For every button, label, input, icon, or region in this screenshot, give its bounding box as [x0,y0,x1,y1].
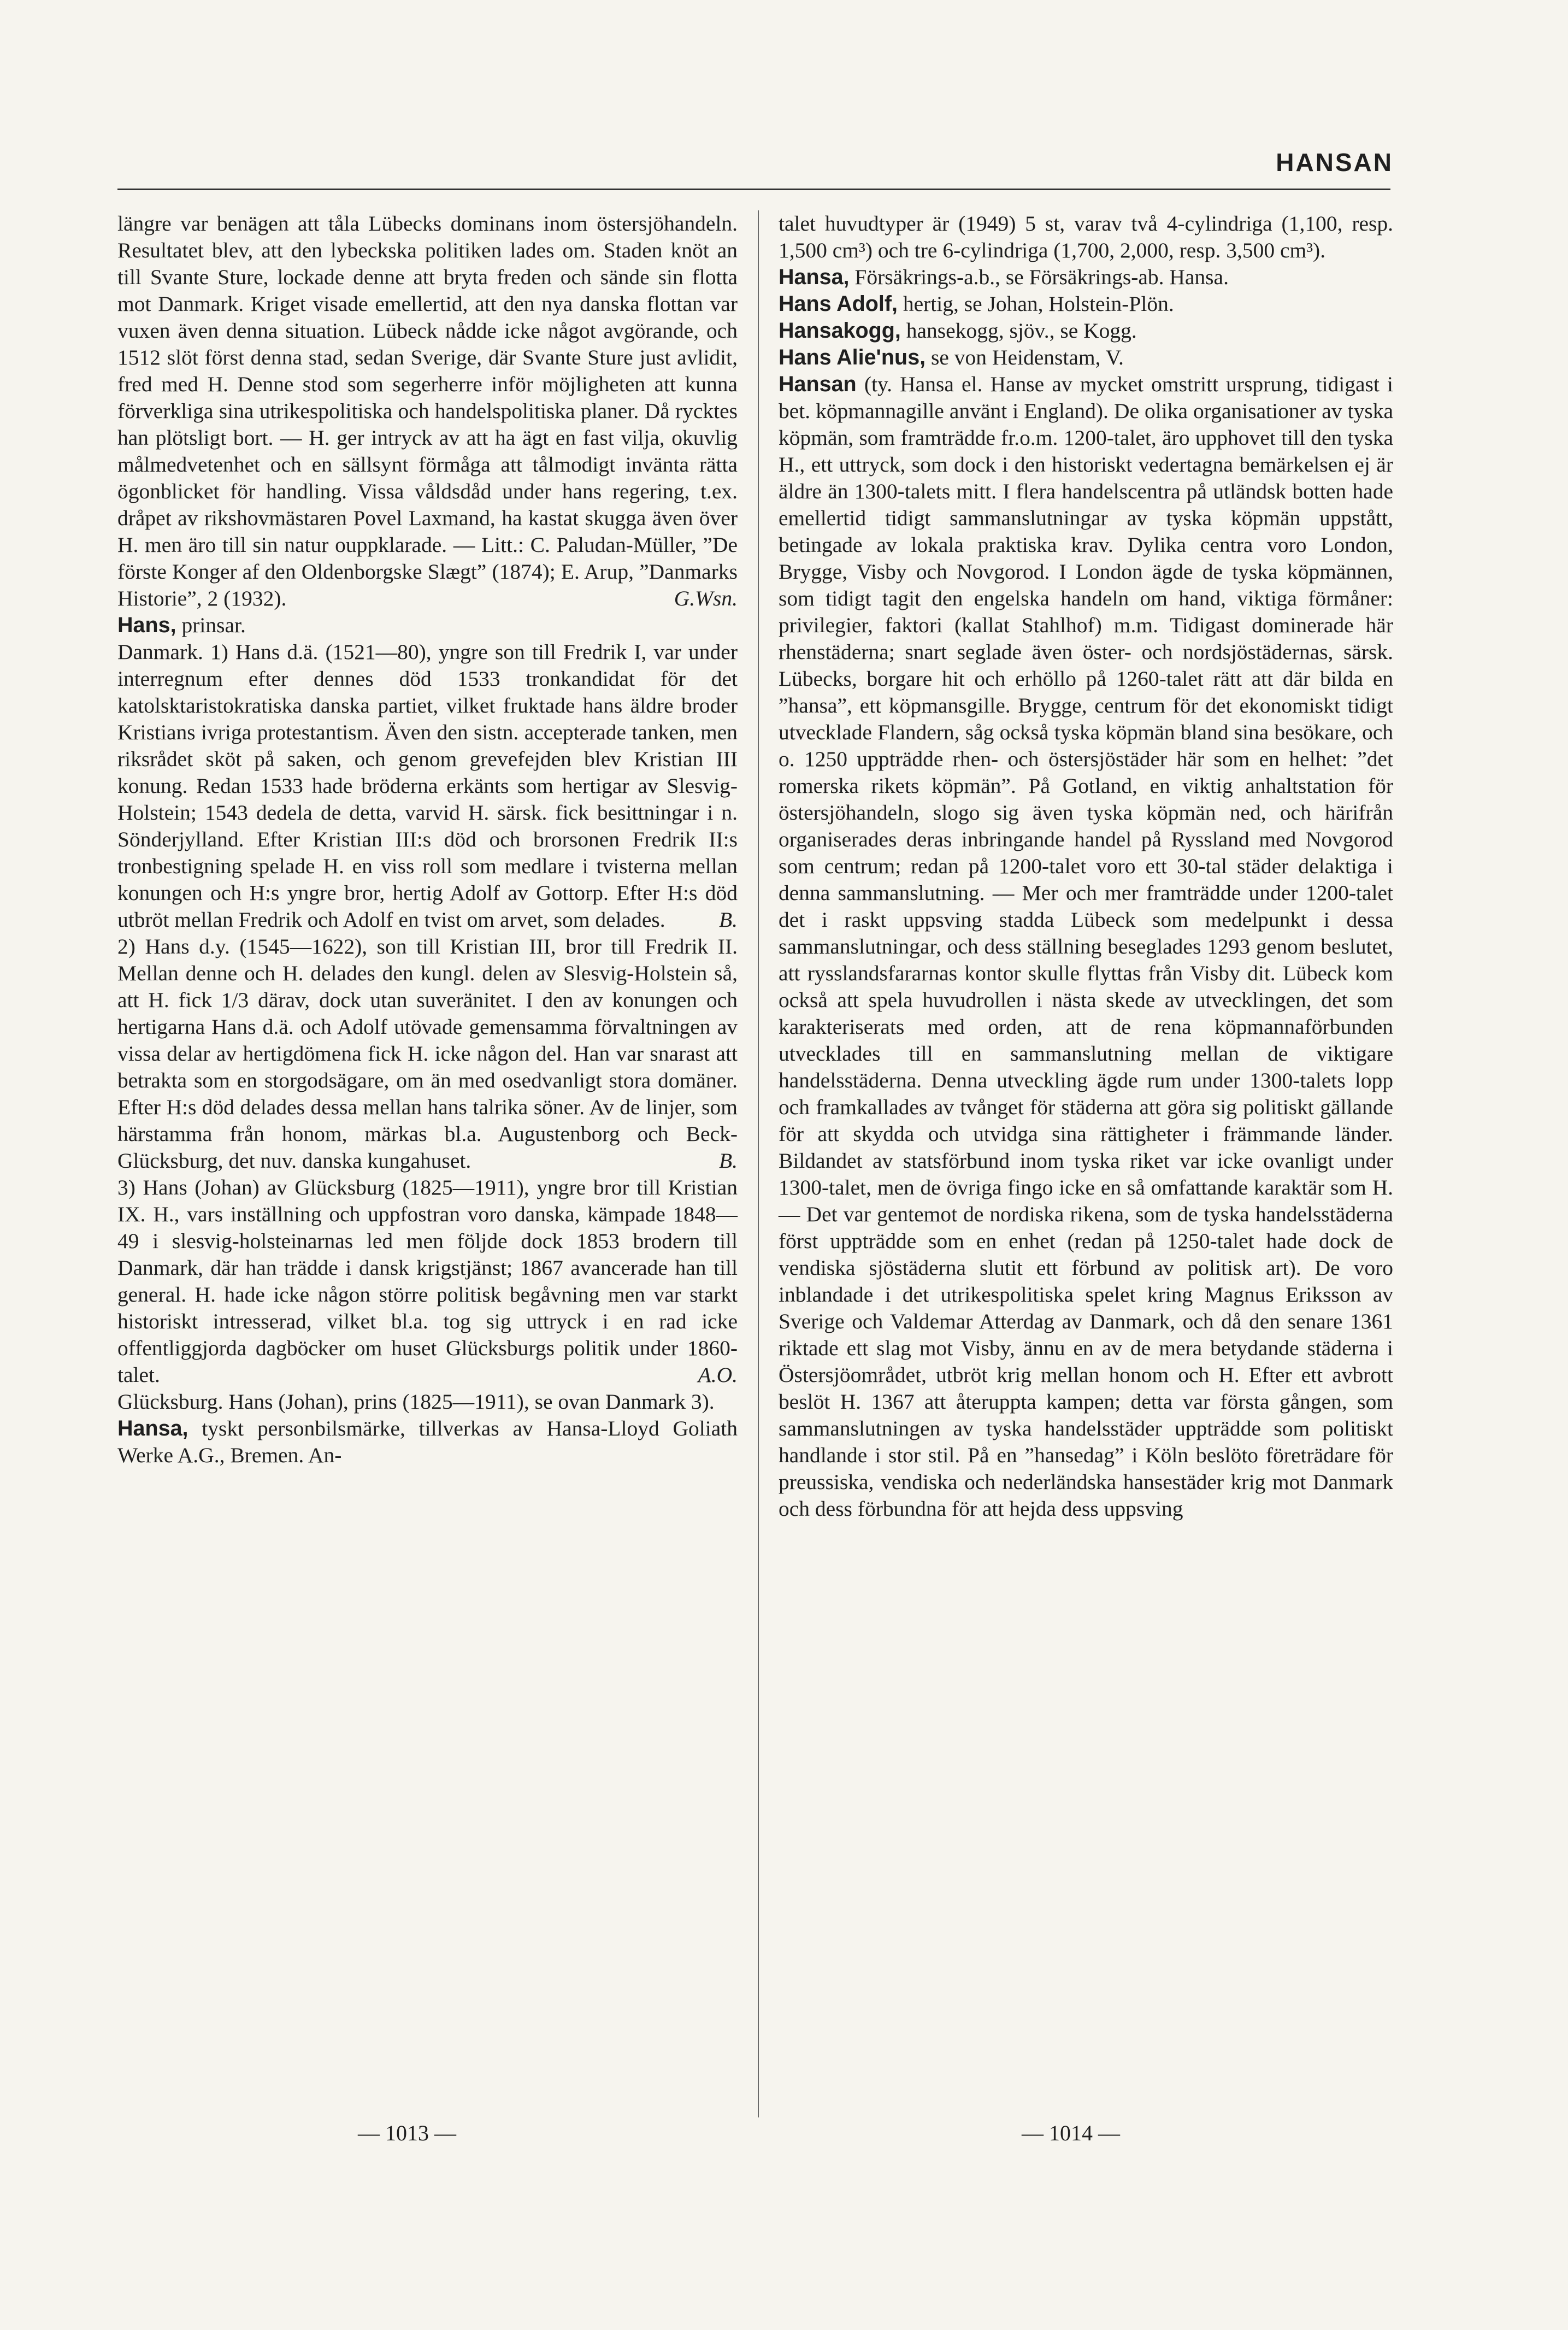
paragraph [117,1415,738,1469]
paragraph [779,371,1393,1522]
paragraph [117,639,738,933]
paragraph-text: längre var benägen att tåla Lübecks dominans inom östersjöhandeln. Resultatet blev, att den lybeckska politiken lades om. Staden knöt an till Svante Sture, lockade denne att bryta freden och sände sin flotta mot Danmark. Kriget visade emellertid, att den nya danska flottan var vuxen även denna situation. Lübeck nådde icke något avgörande, och 1512 slöt först denna stad, sedan Sverige, där Svante Sture just avlidit, fred med H. Denne stod som segerherre inför möjligheten att kunna förverkliga sina utrikespolitiska och handelspolitiska planer. Då rycktes han plötsligt bort. — H. ger intryck av att ha ägt en fast vilja, okuvlig målmedvetenhet och en sällsynt förmåga att tålmodigt invänta rätta ögonblicket för handling. Vissa våldsdåd under hans regering, t.ex. dråpet av rikshovmästaren Povel Laxmand, ha kastat skugga även över H. men äro till sin natur ouppklarade. — Litt.: C. Paludan-Müller, ”De förste Konger af den Oldenborgske Slægt” (1874); E. Arup, ”Danmarks Historie”, 2 (1932). [117,211,738,610]
entry-headword: Hansa, [117,1416,188,1440]
entry-headword: Hansa, [779,265,850,289]
column-divider [758,210,759,2117]
author-signature: G.Wsn. [674,586,738,610]
paragraph-text: hansekogg, sjöv., se Kogg. [900,319,1137,343]
entry-headword: Hans, [117,613,176,637]
paragraph-text: Danmark. 1) Hans d.ä. (1521—80), yngre son till Fredrik I, var under interregnum efter dennes död 1533 tronkandidat för det katolsktaristokratiska danska partiet, vilket fruktade hans äldre broder Kristians ivriga protestantism. Även den sistn. accepterade tanken, men riksrådet sköt på saken, och genom grevefejden blev Kristian III konung. Redan 1533 hade bröderna erkänts som hertigar av Slesvig-Holstein; 1543 dedela de detta, varvid H. särsk. fick besittningar i n. Sönderjylland. Efter Kristian III:s död och brorsonen Fredrik II:s tronbestigning spelade H. en viss roll som medlare i tvisterna mellan konungen och H:s yngre bror, hertig Adolf av Gottorp. Efter H:s död utbröt mellan Fredrik och Adolf en tvist om arvet, som delades. [117,640,738,932]
author-signature: B. [718,908,738,932]
paragraph-text: hertig, se Johan, Holstein-Plön. [897,292,1174,316]
paragraph-text: (ty. Hansa el. Hanse av mycket omstritt ursprung, tidigast i bet. köpmannagille använt i England). De olika organisationer av tyska köpmän, som framträdde fr.o.m. 1200-talet, äro upphovet till den tyska H., ett uttryck, som dock i den historiskt vedertagna bemärkelsen ej är äldre än 1300-talets mitt. I flera handelscentra på utländsk botten hade emellertid tidigt sammanslutningar av tyska köpmän uppstått, betingade av lokala praktiska krav. Dylika centra voro London, Brygge, Visby och Novgorod. I London ägde de tyska köpmännen, som tidigt tagit den engelska handeln om hand, viktiga förmåner: privilegier, faktori (kallat Stahlhof) m.m. Tidigast dominerade här rhenstäderna; snart seglade även öster- och nordsjöstädernas, särsk. Lübecks, borgare hit och erhöllo på 1260-talet rätt att där bilda en ”hansa”, ett köpmansgille. Brygge, centrum för det ekonomiskt tidigt utvecklade Flandern, såg också tyska köpmän bland sina besökare, och o. 1250 uppträdde rhen- och östersjöstäder här som en helhet: ”det romerska rikets köpmän”. På Gotland, en viktig anhaltstation för östersjöhandeln, slogo sig även tyska köpmän ned, och härifrån organiserades deras inbringande handel på Ryssland med Novgorod som centrum; redan på 1200-talet voro ett 30-tal städer delaktiga i denna sammanslutning. — Mer och mer framträdde under 1200-talet det i raskt uppsving stadda Lübeck som medelpunkt i dessa sammanslutningar, och dess ställning beseglades 1293 genom beslutet, att rysslandsfararnas kontor skulle flyttas från Visby dit. Lübeck kom också att spela huvudrollen i nästa skede av utvecklingen, det som karakteriserats med orden, att de rena köpmannaförbunden utvecklades till en sammanslutning mellan de viktigare handelsstäderna. Denna utveckling ägde rum under 1300-talets lopp och framkallades av tvånget för städerna att göra sig politiskt gällande för att skydda och utvidga sina rättigheter i främmande länder. Bildandet av statsförbund inom tyska riket var icke ovanligt under 1300-talet, men de övriga fingo icke en så omfattande karaktär som H. — Det var gentemot de nordiska rikena, som de tyska handelsstäderna först uppträdde som en enhet (redan på 1250-talet hade dock de vendiska sjöstäderna slutit ett förbund av politisk art). De voro inblandade i det utrikespolitiska spelet kring Magnus Eriksson av Sverige och Valdemar Atterdag av Danmark, och då den senare 1361 riktade ett slag mot Visby, ännu en av de mera betydande städerna i Östersjöområdet, utbröt krig mellan honom och H. Efter ett avbrott beslöt H. 1367 att återuppta kampen; detta var första gången, som sammanslutningen av tyska handelsstäder uppträdde som politiskt handlande i stor stil. På en ”hansedag” i Köln beslöto företrädare för preussiska, vendiska och nederländska hansestäder krig mot Danmark och dess förbundna för att hejda dess uppsving [779,372,1393,1521]
paragraph-text: Glücksburg. Hans (Johan), prins (1825—1911), se ovan Danmark 3). [117,1390,715,1414]
running-head: HANSAN [1276,148,1393,176]
author-signature: B. [718,1149,738,1173]
paragraph [779,344,1393,371]
paragraph-text: se von Heidenstam, V. [926,345,1124,369]
left-column [117,210,738,1469]
page-number-left: — 1013 — [358,2121,456,2145]
paragraph [117,612,738,639]
entry-headword: Hansakogg, [779,319,901,343]
header-rule [117,189,1390,190]
entry-headword: Hans Adolf, [779,292,898,316]
paragraph-text: 3) Hans (Johan) av Glücksburg (1825—1911), yngre bror till Kristian IX. H., vars inställning och uppfostran voro danska, kämpade 1848—49 i slesvig-holsteinarnas led men följde dock 1853 brodern till Danmark, där han trädde i dansk krigstjänst; 1867 avancerade han till general. H. hade icke någon större politisk begåvning men var starkt historiskt intresserad, vilket bl.a. tog sig uttryck i en rad icke offentliggjorda dagböcker om huset Glücksburgs politik under 1860-talet. [117,1175,738,1387]
paragraph-text: talet huvudtyper är (1949) 5 st, varav två 4-cylindriga (1,100, resp. 1,500 cm³) och tre 6-cylindriga (1,700, 2,000, resp. 3,500 cm³). [779,211,1393,262]
paragraph [779,264,1393,291]
paragraph-text: prinsar. [176,613,246,637]
entry-headword: Hansan [779,372,857,396]
paragraph [117,210,738,612]
paragraph [117,933,738,1174]
paragraph [117,1174,738,1388]
paragraph-text: 2) Hans d.y. (1545—1622), son till Kristian III, bror till Fredrik II. Mellan denne och H. delades den kungl. delen av Slesvig-Holstein så, att H. fick 1/3 därav, dock utan suveränitet. I den av konungen och hertigarna Hans d.ä. och Adolf utövade gemensamma förvaltningen av vissa delar av hertigdömena fick H. icke någon del. Han var snarast att betrakta som en storgodsägare, om än med osedvanligt stora domäner. Efter H:s död delades dessa mellan hans talrika söner. Av de linjer, som härstamma från honom, märkas bl.a. Augustenborg och Beck-Glücksburg, det nuv. danska kungahuset. [117,934,738,1173]
paragraph [779,291,1393,317]
right-column [779,210,1393,1522]
paragraph [779,317,1393,344]
paragraph [117,1388,738,1415]
page-number-right: — 1014 — [1022,2121,1120,2145]
paragraph-text: Försäkrings-a.b., se Försäkrings-ab. Hansa. [849,265,1229,289]
entry-headword: Hans Alie'nus, [779,345,926,369]
paragraph [779,210,1393,264]
author-signature: A.O. [698,1363,738,1387]
paragraph-text: tyskt personbilsmärke, tillverkas av Hansa-Lloyd Goliath Werke A.G., Bremen. An- [117,1416,738,1467]
